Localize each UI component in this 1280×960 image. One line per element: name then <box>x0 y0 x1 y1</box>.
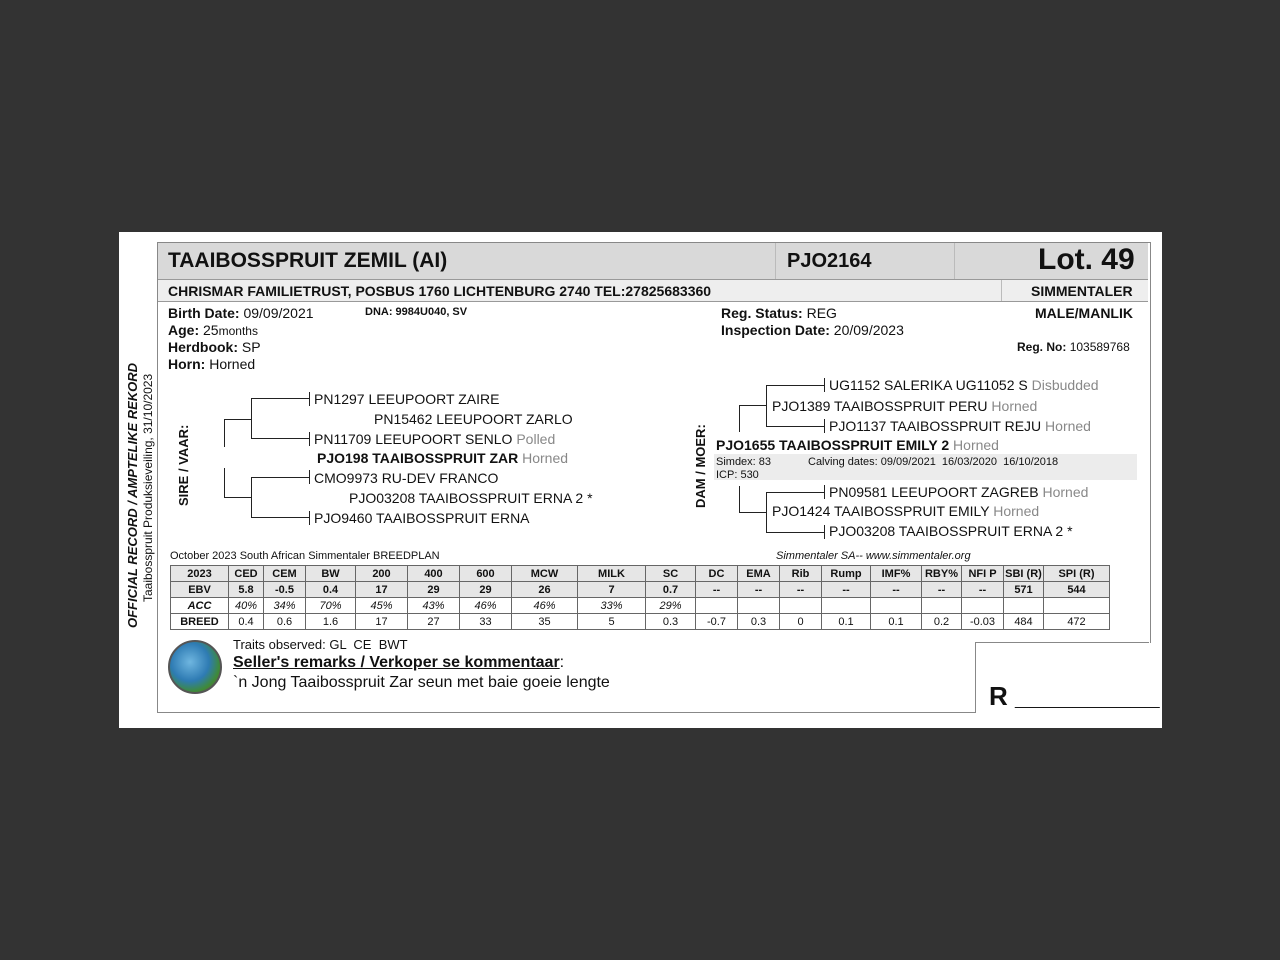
table-cell: 29 <box>460 582 512 598</box>
dam-side-label: DAM / MOER: <box>693 424 708 508</box>
col-header: 200 <box>356 566 408 582</box>
header-divider <box>775 243 776 279</box>
table-cell <box>696 598 738 614</box>
herdbook-value: SP <box>241 339 261 355</box>
tree-line <box>824 485 825 499</box>
tree-line <box>309 511 310 525</box>
dam-granddam <box>772 503 1039 519</box>
animal-name: TAAIBOSSPRUIT ZEMIL (AI) <box>168 249 448 272</box>
table-cell: 46% <box>460 598 512 614</box>
col-header: CEM <box>264 566 306 582</box>
table-cell: 0.1 <box>822 614 871 630</box>
col-header: 400 <box>408 566 460 582</box>
table-cell: -- <box>738 582 780 598</box>
dam-ggs1-horn: Disbudded <box>1031 377 1099 393</box>
horn <box>168 356 255 372</box>
table-cell: 70% <box>306 598 356 614</box>
dna-text: DNA: 9984U040, SV <box>365 306 468 318</box>
table-header-row <box>171 566 1110 582</box>
table-cell: 0 <box>780 614 822 630</box>
col-header: MCW <box>512 566 578 582</box>
inspection-date-value: 20/09/2023 <box>833 322 904 338</box>
birth-date-value: 09/09/2021 <box>243 305 314 321</box>
table-cell: 5 <box>578 614 646 630</box>
tree-line <box>309 470 310 484</box>
sire-ggs2: CMO9973 RU-DEV FRANCO <box>314 470 499 486</box>
table-cell: -- <box>696 582 738 598</box>
sire-main <box>317 450 568 466</box>
inspection-date-label: Inspection Date: <box>721 322 830 338</box>
header-divider <box>954 243 955 279</box>
tree-line <box>824 419 825 433</box>
table-cell: 571 <box>1004 582 1044 598</box>
lot-card <box>119 232 1162 728</box>
table-cell: 27 <box>408 614 460 630</box>
sire-name: PJO198 TAAIBOSSPRUIT ZAR <box>317 450 519 466</box>
dam-gs-name: PJO1389 TAAIBOSSPRUIT PERU <box>772 398 988 414</box>
table-row-breed <box>171 614 1110 630</box>
table-cell: 34% <box>264 598 306 614</box>
tree-line <box>251 477 252 517</box>
tree-line <box>251 398 309 399</box>
table-cell: 35 <box>512 614 578 630</box>
table-cell <box>1044 598 1110 614</box>
col-header: Rump <box>822 566 871 582</box>
table-cell: -- <box>871 582 922 598</box>
sire-ggd1-name: PN11709 LEEUPOORT SENLO <box>314 431 513 447</box>
tree-line <box>251 398 252 438</box>
simmentaler-logo-icon <box>168 640 222 694</box>
table-cell: 29 <box>408 582 460 598</box>
sire-ggd2: PJO9460 TAAIBOSSPRUIT ERNA <box>314 510 530 526</box>
tree-line <box>766 492 824 493</box>
reg-status-label: Reg. Status: <box>721 305 803 321</box>
dam-ggs2-horn: Horned <box>1042 484 1089 500</box>
table-cell: 29% <box>646 598 696 614</box>
table-cell <box>822 598 871 614</box>
col-header: EMA <box>738 566 780 582</box>
dam-ggs1-name: UG1152 SALERIKA UG11052 S <box>829 377 1028 393</box>
table-cell <box>922 598 962 614</box>
dam-horn: Horned <box>953 437 999 453</box>
table-cell: 46% <box>512 598 578 614</box>
tree-line <box>224 468 225 498</box>
tree-line <box>251 477 309 478</box>
inspection-date <box>721 322 904 338</box>
dam-ggd1-name: PJO1137 TAAIBOSSPRUIT REJU <box>829 418 1042 434</box>
sire-grandsire: PN15462 LEEUPOORT ZARLO <box>374 411 573 427</box>
table-cell <box>1004 598 1044 614</box>
tree-line <box>739 405 740 432</box>
tree-line <box>739 512 766 513</box>
tree-line <box>766 532 824 533</box>
table-cell: -- <box>822 582 871 598</box>
reg-no-value: 103589768 <box>1069 340 1130 354</box>
table-cell: 0.6 <box>264 614 306 630</box>
remarks-colon: : <box>559 654 565 671</box>
tree-line <box>309 432 310 446</box>
sire-side-label: SIRE / VAAR: <box>176 424 191 506</box>
sire-ggd1-horn: Polled <box>516 431 556 447</box>
tree-line <box>766 385 767 426</box>
table-cell: -- <box>780 582 822 598</box>
col-header: Rib <box>780 566 822 582</box>
col-header: 600 <box>460 566 512 582</box>
col-header: SPI (R) <box>1044 566 1110 582</box>
dam-calving-dates: Calving dates: 09/09/2021 16/03/2020 16/10/2018 <box>808 456 1059 468</box>
table-cell: 0.3 <box>646 614 696 630</box>
col-header: SBI (R) <box>1005 567 1042 580</box>
dam-ggd1-horn: Horned <box>1045 418 1091 434</box>
dam-gd-name: PJO1424 TAAIBOSSPRUIT EMILY <box>772 503 990 519</box>
tree-line <box>766 492 767 532</box>
dam-simdex: Simdex: 83 <box>716 456 772 468</box>
table-cell: 0.4 <box>306 582 356 598</box>
dam-name: PJO1655 TAAIBOSSPRUIT EMILY 2 <box>716 437 950 453</box>
traits-observed: Traits observed: GL CE BWT <box>233 637 408 652</box>
table-cell: -- <box>922 582 962 598</box>
remarks-heading <box>233 654 564 672</box>
table-cell: 26 <box>512 582 578 598</box>
reg-no <box>1017 340 1130 354</box>
herdbook-label: Herdbook: <box>168 339 238 355</box>
table-cell: 0.3 <box>738 614 780 630</box>
table-cell: 17 <box>356 582 408 598</box>
dam-icp: ICP: 530 <box>716 469 759 481</box>
tree-line <box>309 392 310 406</box>
age-label: Age: <box>168 322 200 338</box>
tree-line <box>739 405 766 406</box>
sire-ggs1: PN1297 LEEUPOORT ZAIRE <box>314 391 500 407</box>
table-cell: ACC <box>171 598 229 614</box>
sire-ggd1 <box>314 431 555 447</box>
breedplan-source: Simmentaler SA-- www.simmentaler.org <box>776 550 971 562</box>
table-row-acc <box>171 598 1110 614</box>
col-header: MILK <box>578 566 646 582</box>
dam-gd-horn: Horned <box>993 503 1040 519</box>
sex-label: MALE/MANLIK <box>1035 305 1133 321</box>
table-cell: 33 <box>460 614 512 630</box>
herdbook <box>168 339 261 355</box>
table-cell: 484 <box>1004 614 1044 630</box>
table-cell: 17 <box>356 614 408 630</box>
table-cell: 45% <box>356 598 408 614</box>
owner-divider <box>1001 280 1002 301</box>
table-row-ebv <box>171 582 1110 598</box>
table-cell: EBV <box>171 582 229 598</box>
remarks-text: `n Jong Taaibosspruit Zar seun met baie goeie lengte <box>233 674 610 691</box>
remarks-heading-text: Seller's remarks / Verkoper se kommentaar <box>233 654 560 671</box>
breedplan-caption: October 2023 South African Simmentaler BREEDPLAN <box>170 550 440 562</box>
table-cell <box>738 598 780 614</box>
col-header: NFI P <box>962 566 1004 582</box>
breed-label: SIMMENTALER <box>1031 283 1133 299</box>
age <box>168 322 258 338</box>
birth-date <box>168 305 314 321</box>
sire-granddam: PJO03208 TAAIBOSSPRUIT ERNA 2 * <box>349 490 593 506</box>
official-record-label: OFFICIAL RECORD / AMPTELIKE REKORD <box>125 362 140 628</box>
tree-line <box>251 517 309 518</box>
animal-id: PJO2164 <box>787 250 872 272</box>
col-header: CED <box>229 566 264 582</box>
col-header: IMF% <box>871 566 922 582</box>
table-cell: 472 <box>1044 614 1110 630</box>
table-cell: 1.6 <box>306 614 356 630</box>
table-cell: 43% <box>408 598 460 614</box>
price-field: R __________ <box>989 681 1160 711</box>
dam-ggs2-name: PN09581 LEEUPOORT ZAGREB <box>829 484 1039 500</box>
birth-date-label: Birth Date: <box>168 305 240 321</box>
table-cell: 0.7 <box>646 582 696 598</box>
col-header: BW <box>306 566 356 582</box>
tree-line <box>224 419 251 420</box>
price-box-top <box>975 642 1149 643</box>
dam-ggs2 <box>829 484 1088 500</box>
table-cell: 33% <box>578 598 646 614</box>
dam-gs-horn: Horned <box>991 398 1038 414</box>
tree-line <box>766 426 824 427</box>
reg-no-label: Reg. No: <box>1017 340 1067 354</box>
col-header: DC <box>696 566 738 582</box>
table-cell: 40% <box>229 598 264 614</box>
table-cell: -0.5 <box>264 582 306 598</box>
table-cell: -- <box>962 582 1004 598</box>
table-cell: -0.7 <box>696 614 738 630</box>
table-cell <box>962 598 1004 614</box>
tree-line <box>824 378 825 392</box>
tree-line <box>824 525 825 539</box>
dam-ggd2: PJO03208 TAAIBOSSPRUIT ERNA 2 * <box>829 523 1073 539</box>
horn-value: Horned <box>209 356 256 372</box>
col-header: 2023 <box>171 566 229 582</box>
dam-grandsire <box>772 398 1037 414</box>
table-cell: 0.1 <box>871 614 922 630</box>
table-cell: 5.8 <box>229 582 264 598</box>
sire-horn: Horned <box>522 450 569 466</box>
tree-line <box>224 419 225 447</box>
reg-status-value: REG <box>806 305 837 321</box>
lot-number: Lot. 49 <box>1038 243 1135 276</box>
horn-label: Horn: <box>168 356 206 372</box>
tree-line <box>766 385 824 386</box>
table-cell <box>780 598 822 614</box>
tree-line <box>739 486 740 513</box>
col-header: SC <box>646 566 696 582</box>
table-cell <box>871 598 922 614</box>
dam-ggd1 <box>829 418 1091 434</box>
table-cell: -0.03 <box>962 614 1004 630</box>
dam-main <box>716 437 999 453</box>
owner-text: CHRISMAR FAMILIETRUST, POSBUS 1760 LICHTENBURG 2740 TEL:27825683360 <box>168 283 712 299</box>
table-cell: 7 <box>578 582 646 598</box>
age-value: 25 <box>203 322 219 338</box>
tree-line <box>224 497 251 498</box>
table-cell: 0.4 <box>229 614 264 630</box>
tree-line <box>251 438 309 439</box>
table-cell: 544 <box>1044 582 1110 598</box>
age-unit: months <box>218 324 258 338</box>
price-box-left <box>975 642 976 712</box>
dam-ggs1 <box>829 377 1099 393</box>
table-cell: 0.2 <box>922 614 962 630</box>
reg-status <box>721 305 837 321</box>
auction-source-label: Taaibosspruit Produksieveiling, 31/10/2023 <box>141 373 155 602</box>
col-header: RBY% <box>922 566 962 582</box>
table-cell: BREED <box>171 614 229 630</box>
breedplan-table <box>170 565 1110 630</box>
